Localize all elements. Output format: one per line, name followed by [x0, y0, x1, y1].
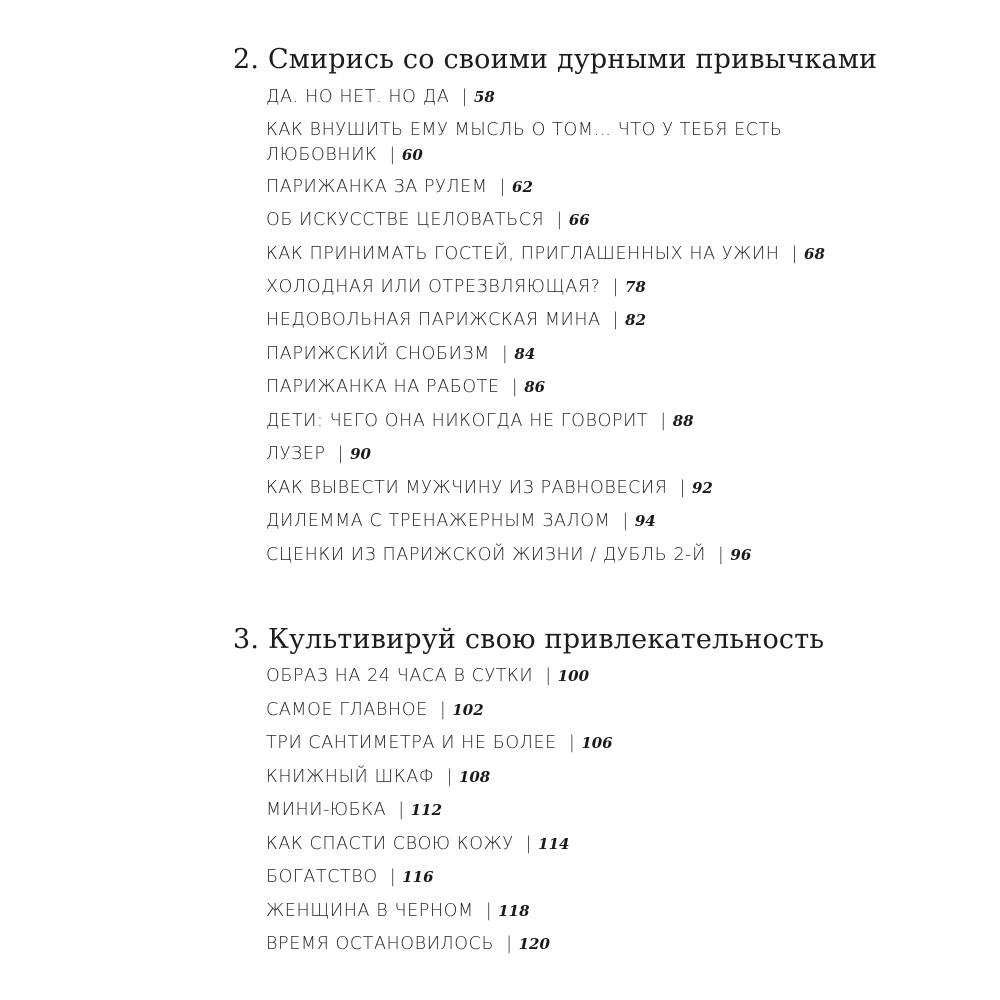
entry-title: ОБ ИСКУССТВЕ ЦЕЛОВАТЬСЯ [266, 210, 545, 230]
entry-title: ЛУЗЕР [266, 444, 326, 464]
toc-entry[interactable] [266, 543, 966, 568]
entry-title: ДИЛЕММА С ТРЕНАЖЕРНЫМ ЗАЛОМ [266, 511, 611, 531]
entry-separator: | [501, 344, 509, 364]
entry-page-number: 88 [672, 412, 694, 430]
entry-title: САМОЕ ГЛАВНОЕ [266, 700, 428, 720]
entry-page-number: 108 [458, 768, 491, 786]
entry-title: КНИЖНЫЙ ШКАФ [266, 767, 435, 787]
entry-page-number: 114 [538, 835, 570, 853]
entry-title: КАК СПАСТИ СВОЮ КОЖУ [266, 834, 514, 854]
entry-page-number: 58 [473, 88, 495, 106]
entry-title-line1: КАК ВНУШИТЬ ЕМУ МЫСЛЬ О ТОМ… ЧТО У ТЕБЯ ЕСТЬ [266, 120, 783, 140]
entry-page-number: 94 [634, 512, 656, 530]
toc-entry[interactable] [266, 409, 966, 434]
entry-page-number: 84 [514, 345, 536, 363]
toc-entry[interactable] [266, 342, 966, 367]
entry-title: СЦЕНКИ ИЗ ПАРИЖСКОЙ ЖИЗНИ / ДУБЛЬ 2-Й [266, 545, 706, 565]
toc-entry[interactable] [266, 208, 966, 233]
toc-entry[interactable] [266, 175, 966, 200]
entry-separator: | [612, 310, 620, 330]
entry-title: НЕДОВОЛЬНАЯ ПАРИЖСКАЯ МИНА [266, 310, 601, 330]
entry-page-number: 82 [625, 311, 647, 329]
entry-page-number: 106 [581, 734, 613, 752]
entry-page-number: 100 [557, 667, 590, 685]
entry-page-number: 66 [568, 211, 590, 229]
toc-entry[interactable] [266, 765, 966, 790]
toc-entry[interactable] [266, 85, 966, 110]
entry-separator: | [679, 478, 686, 498]
toc-entry[interactable] [266, 242, 966, 267]
entry-separator: | [511, 377, 519, 397]
toc-entry[interactable] [266, 932, 966, 957]
entry-page-number: 90 [350, 445, 371, 463]
entry-separator: | [660, 411, 667, 431]
entry-separator: | [556, 210, 563, 230]
entry-page-number: 62 [512, 178, 533, 196]
entry-page-number: 78 [624, 278, 646, 296]
toc-entry[interactable] [266, 308, 966, 333]
entry-separator: | [337, 444, 345, 464]
entry-separator: | [499, 177, 507, 197]
entry-page-number: 120 [518, 935, 550, 953]
entry-separator: | [485, 901, 493, 921]
section-title: 2. Смирись со своими дурными привычками [233, 44, 878, 75]
toc-entry[interactable] [266, 118, 966, 168]
entry-separator: | [717, 545, 725, 565]
entry-page-number: 102 [452, 701, 484, 719]
toc-entry[interactable] [266, 865, 966, 890]
entry-separator: | [398, 800, 405, 820]
toc-entry[interactable] [266, 375, 966, 400]
entry-title: БОГАТСТВО [266, 867, 378, 887]
entry-page-number: 86 [524, 378, 546, 396]
entry-title: ДА. НО НЕТ. НО ДА [266, 87, 450, 107]
entry-page-number: 92 [692, 479, 713, 497]
entry-title: ВРЕМЯ ОСТАНОВИЛОСЬ [266, 934, 495, 954]
toc-entry[interactable] [266, 832, 966, 857]
entry-title: ДЕТИ: ЧЕГО ОНА НИКОГДА НЕ ГОВОРИТ [266, 411, 649, 431]
entry-page-number: 118 [498, 902, 530, 920]
toc-entry[interactable] [266, 476, 966, 501]
entry-title: ХОЛОДНАЯ ИЛИ ОТРЕЗВЛЯЮЩАЯ? [266, 277, 601, 297]
entry-separator: | [389, 867, 397, 887]
entry-title: ОБРАЗ НА 24 ЧАСА В СУТКИ [266, 666, 534, 686]
entry-separator: | [568, 733, 576, 753]
toc-entry[interactable] [266, 442, 966, 467]
entry-separator: | [389, 145, 396, 165]
entry-separator: | [525, 834, 533, 854]
entry-title: КАК ВЫВЕСТИ МУЖЧИНУ ИЗ РАВНОВЕСИЯ [266, 478, 668, 498]
entry-separator: | [622, 511, 629, 531]
entry-separator: | [446, 767, 453, 787]
entry-separator: | [612, 277, 619, 297]
entry-title: ЖЕНЩИНА В ЧЕРНОМ [266, 901, 474, 921]
entry-separator: | [791, 244, 799, 264]
toc-entry[interactable] [266, 899, 966, 924]
entry-separator: | [545, 666, 552, 686]
toc-entry[interactable] [266, 798, 966, 823]
entry-title: КАК ПРИНИМАТЬ ГОСТЕЙ, ПРИГЛАШЕННЫХ НА УЖИН [266, 244, 780, 264]
toc-entry[interactable] [266, 664, 966, 689]
entry-title: МИНИ-ЮБКА [266, 800, 387, 820]
entry-page-number: 96 [730, 546, 752, 564]
entry-title: ПАРИЖАНКА ЗА РУЛЕМ [266, 177, 488, 197]
entry-page-number: 68 [804, 245, 825, 263]
entry-page-number: 112 [410, 801, 443, 819]
entry-title: ТРИ САНТИМЕТРА И НЕ БОЛЕЕ [266, 733, 557, 753]
entry-separator: | [461, 87, 468, 107]
entry-page-number: 116 [402, 868, 434, 886]
entry-title: ПАРИЖАНКА НА РАБОТЕ [266, 377, 500, 397]
entry-title: ЛЮБОВНИК [266, 145, 378, 165]
toc-entry[interactable] [266, 698, 966, 723]
entry-page-number: 60 [401, 146, 423, 164]
toc-entry[interactable] [266, 509, 966, 534]
toc-entry[interactable] [266, 731, 966, 756]
entry-separator: | [439, 700, 447, 720]
entry-separator: | [506, 934, 513, 954]
section-title: 3. Культивируй свою привлекательность [233, 624, 825, 655]
toc-entry[interactable] [266, 275, 966, 300]
entry-title: ПАРИЖСКИЙ СНОБИЗМ [266, 344, 490, 364]
